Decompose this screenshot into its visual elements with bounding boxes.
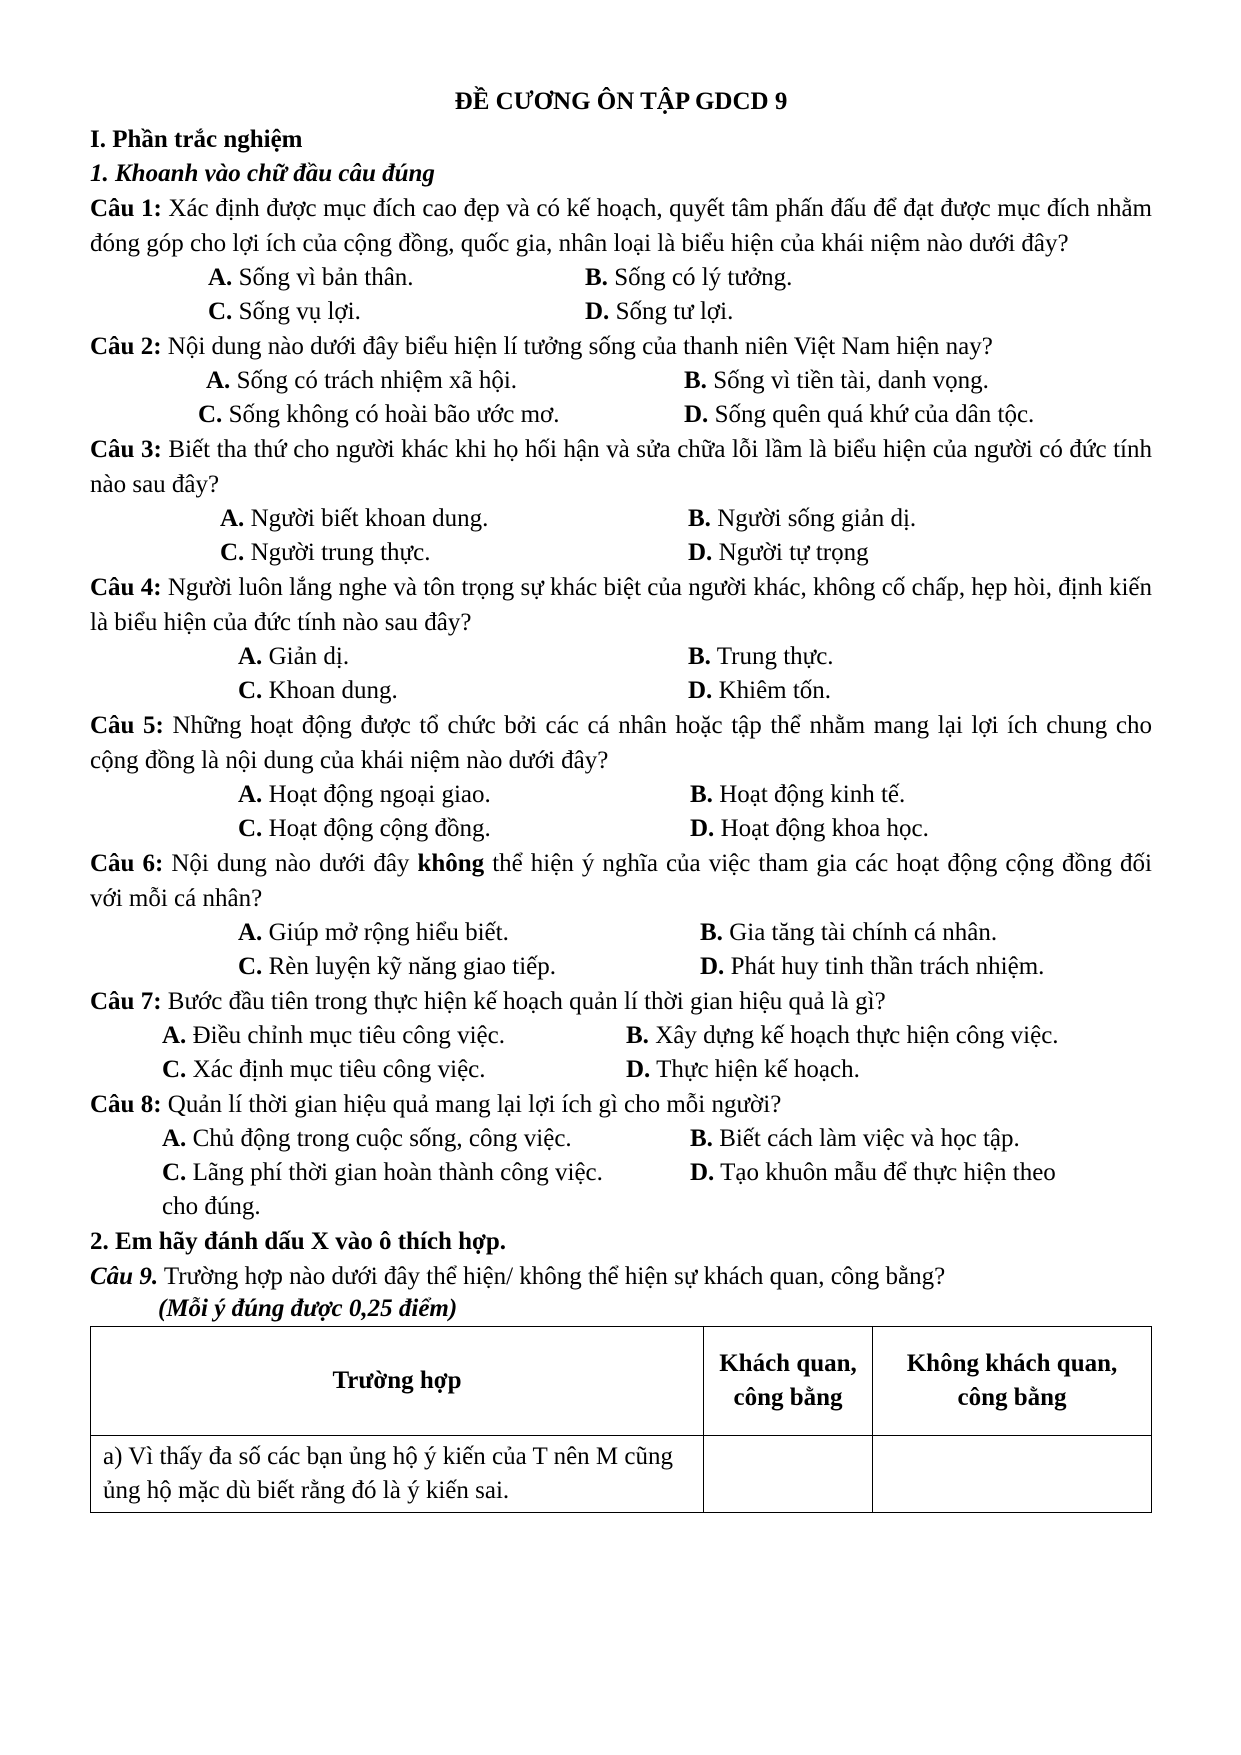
option-d[interactable]: D. Khiêm tốn. [688,677,832,704]
options-row [90,916,1152,950]
question-3 [90,432,1152,502]
option-a[interactable]: A. Giản dị. [238,643,350,670]
question-text: Biết tha thứ cho người khác khi họ hối hận và sửa chữa lỗi lầm là biểu hiện của người có đức tính nào sau đây? [90,436,1153,498]
options-row [90,398,1152,432]
options-row [90,261,1152,295]
question-label: Câu 3: [90,436,162,463]
question-6: Câu 6: Nội dung nào dưới đây không thể hiện ý nghĩa của việc tham gia các hoạt động cộng đồng đối với mỗi cá nhân? [90,850,1152,912]
options-row [90,950,1152,984]
options-row [90,295,1152,329]
option-c[interactable]: C. Người trung thực. [220,539,431,566]
option-a[interactable]: A. Người biết khoan dung. [220,505,489,532]
question-text: Xác định được mục đích cao đẹp và có kế hoạch, quyết tâm phấn đấu để đạt được mục đích nhằm đóng góp cho lợi ích của cộng đồng, quốc gia, nhân loại là biểu hiện của khái niệm nào dưới đây? [90,195,1153,257]
question-label: Câu 8: [90,1091,162,1118]
option-a[interactable]: A. Hoạt động ngoại giao. [238,781,491,808]
options-row [90,1122,1152,1156]
question-7 [90,984,1152,1019]
answer-table [90,1326,1152,1513]
question-label: Câu 4: [90,574,162,601]
header-objective: Khách quan, công bằng [704,1327,873,1436]
option-a[interactable]: A. Điều chỉnh mục tiêu công việc. [162,1022,505,1049]
option-b[interactable]: B. Biết cách làm việc và học tập. [690,1125,1020,1152]
options-row [90,502,1152,536]
option-d[interactable]: D. Phát huy tinh thần trách nhiệm. [700,953,1045,980]
option-b[interactable]: B. Gia tăng tài chính cá nhân. [700,919,998,946]
options-row [90,778,1152,812]
table-header-row [91,1327,1152,1436]
option-d[interactable]: D. Tạo khuôn mẫu để thực hiện theo [690,1159,1056,1186]
question-text: Người luôn lắng nghe và tôn trọng sự khác biệt của người khác, không cố chấp, hẹp hòi, định kiến là biểu hiện của đức tính nào sau đây? [90,574,1152,636]
option-a[interactable]: A. Giúp mở rộng hiểu biết. [238,919,509,946]
emphasis-not: không [417,850,485,877]
question-label: Câu 2: [90,333,162,360]
question-9 [90,1259,1152,1294]
question-label: Câu 5: [90,712,164,739]
question-8 [90,1087,1152,1122]
option-c[interactable]: C. Sống vụ lợi. [208,298,361,325]
option-c[interactable]: C. Rèn luyện kỹ năng giao tiếp. [238,953,557,980]
score-note: (Mỗi ý đúng được 0,25 điểm) [158,1295,458,1322]
option-b[interactable]: B. Xây dựng kế hoạch thực hiện công việc. [626,1022,1059,1049]
question-text: Trường hợp nào dưới đây thể hiện/ không thể hiện sự khách quan, công bằng? [163,1263,946,1290]
case-cell: a) Vì thấy đa số các bạn ủng hộ ý kiến của T nên M cũng ủng hộ mặc dù biết rằng đó là ý kiến sai. [91,1436,704,1513]
header-case: Trường hợp [91,1327,704,1436]
objective-checkbox-cell[interactable] [704,1436,873,1513]
header-not-objective: Không khách quan, công bằng [873,1327,1152,1436]
option-d[interactable]: D. Hoạt động khoa học. [690,815,929,842]
option-b[interactable]: B. Sống vì tiền tài, danh vọng. [684,367,989,394]
question-label: Câu 7: [90,988,162,1015]
question-label: Câu 6: [90,850,164,877]
options-row [90,812,1152,846]
option-c[interactable]: C. Khoan dung. [238,677,398,704]
question-text: Nội dung nào dưới đây biểu hiện lí tưởng sống của thanh niên Việt Nam hiện nay? [167,333,993,360]
option-c[interactable]: C. Sống không có hoài bão ước mơ. [198,401,560,428]
option-d[interactable]: D. Sống quên quá khứ của dân tộc. [684,401,1035,428]
option-wrap-text: cho đúng. [162,1193,261,1220]
options-row [90,1019,1152,1053]
document-title: ĐỀ CƯƠNG ÔN TẬP GDCD 9 [454,88,788,115]
option-a[interactable]: A. Sống vì bản thân. [208,264,414,291]
not-objective-checkbox-cell[interactable] [873,1436,1152,1513]
option-c[interactable]: C. Hoạt động cộng đồng. [238,815,491,842]
option-b[interactable]: B. Hoạt động kinh tế. [690,781,906,808]
question-2 [90,329,1152,364]
options-row [90,640,1152,674]
question-1 [90,191,1152,261]
options-row [90,1053,1152,1087]
option-b[interactable]: B. Người sống giản dị. [688,505,917,532]
question-text: Quản lí thời gian hiệu quả mang lại lợi ích gì cho mỗi người? [167,1091,782,1118]
option-d[interactable]: D. Người tự trọng [688,539,869,566]
options-row [90,674,1152,708]
part-heading: 1. Khoanh vào chữ đầu câu đúng [90,160,435,187]
question-label: Câu 9. [90,1263,159,1290]
part2-heading: 2. Em hãy đánh dấu X vào ô thích hợp. [90,1228,507,1255]
document-page [90,82,1152,1513]
question-text: Bước đầu tiên trong thực hiện kế hoạch quản lí thời gian hiệu quả là gì? [167,988,886,1015]
option-b[interactable]: B. Sống có lý tưởng. [585,264,793,291]
option-c[interactable]: C. Xác định mục tiêu công việc. [162,1056,486,1083]
option-c[interactable]: C. Lãng phí thời gian hoàn thành công việc. [162,1159,603,1186]
options-row [90,536,1152,570]
question-text: Những hoạt động được tổ chức bởi các cá nhân hoặc tập thể nhằm mang lại lợi ích chung cho cộng đồng là nội dung của khái niệm nào dưới đây? [90,712,1153,774]
question-label: Câu 1: [90,195,162,222]
option-a[interactable]: A. Sống có trách nhiệm xã hội. [206,367,518,394]
table-row [91,1436,1152,1513]
question-5 [90,708,1152,778]
question-4 [90,570,1152,640]
option-b[interactable]: B. Trung thực. [688,643,834,670]
option-a[interactable]: A. Chủ động trong cuộc sống, công việc. [162,1125,572,1152]
section-heading: I. Phần trắc nghiệm [90,126,303,153]
options-row [90,364,1152,398]
option-d[interactable]: D. Sống tư lợi. [585,298,734,325]
option-d[interactable]: D. Thực hiện kế hoạch. [626,1056,860,1083]
options-row [90,1156,1152,1190]
